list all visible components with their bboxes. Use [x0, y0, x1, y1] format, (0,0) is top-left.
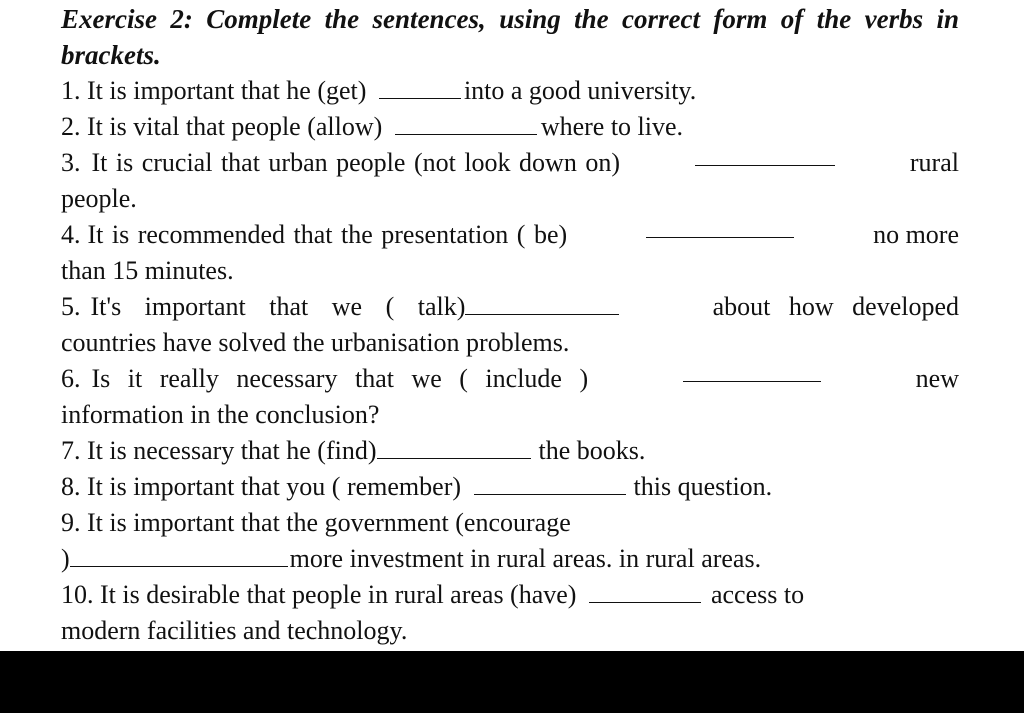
sentence-text: access to — [710, 580, 805, 609]
sentence-text: this question. — [633, 472, 773, 501]
answer-blank[interactable] — [589, 582, 701, 603]
item-number: 4. — [61, 220, 81, 249]
answer-blank[interactable] — [377, 438, 531, 459]
item-number: 5. — [61, 292, 81, 321]
item-number: 2. — [61, 112, 81, 141]
sentence-text: the books. — [538, 436, 646, 465]
sentence-text: no more — [873, 220, 959, 249]
item-number: 1. — [61, 76, 81, 105]
sentence-4 — [61, 217, 959, 253]
sentence-9 — [61, 505, 959, 541]
black-bottom-bar — [0, 651, 1024, 713]
sentence-text: It is important that he (get) — [87, 76, 367, 105]
sentence-text: rural — [909, 148, 959, 177]
answer-blank[interactable] — [646, 217, 794, 238]
sentence-text: more investment in rural areas. in rural areas. — [289, 544, 762, 573]
item-number: 6. — [61, 364, 81, 393]
answer-blank[interactable] — [395, 114, 537, 135]
sentence-text: It is necessary that he (find) — [87, 436, 377, 465]
sentence-text: than 15 minutes. — [61, 256, 234, 285]
exercise-title: Exercise 2: Complete the sentences, using the correct form of the verbs in brackets. — [61, 4, 959, 70]
sentence-text: It's important that we ( talk) — [90, 292, 466, 321]
sentence-text: It is vital that people (allow) — [87, 112, 383, 141]
answer-blank[interactable] — [683, 361, 821, 382]
answer-blank[interactable] — [379, 78, 461, 99]
sentence-text: It is important that the government (encourage — [87, 508, 571, 537]
sentence-text: Is it really necessary that we ( include ) — [91, 364, 589, 393]
sentence-1 — [61, 73, 959, 109]
sentence-5 — [61, 289, 959, 325]
answer-blank[interactable] — [695, 145, 835, 166]
sentence-text: It is crucial that urban people (not look down on) — [91, 148, 620, 177]
sentence-text: countries have solved the urbanisation problems. — [61, 328, 570, 357]
sentence-10-continued — [61, 613, 959, 649]
sentence-3-continued — [61, 181, 959, 217]
answer-blank[interactable] — [70, 546, 288, 567]
item-number: 3. — [61, 148, 81, 177]
sentence-9-continued — [61, 541, 959, 577]
item-number: 8. — [61, 472, 81, 501]
answer-blank[interactable] — [474, 474, 626, 495]
sentence-text: It is recommended that the presentation ( be) — [87, 220, 568, 249]
sentence-text: about how developed — [712, 292, 959, 321]
item-number: 10. — [61, 580, 94, 609]
sentence-8 — [61, 469, 959, 505]
item-number: 9. — [61, 508, 81, 537]
sentence-10 — [61, 577, 959, 613]
sentence-text: where to live. — [540, 112, 684, 141]
sentence-text: information in the conclusion? — [61, 400, 380, 429]
sentence-text: It is desirable that people in rural areas (have) — [100, 580, 577, 609]
exercise-content — [61, 0, 959, 649]
sentence-text: into a good university. — [463, 76, 697, 105]
sentence-text: modern facilities and technology. — [61, 616, 408, 645]
sentence-text: It is important that you ( remember) — [87, 472, 462, 501]
answer-blank[interactable] — [465, 294, 619, 315]
sentence-3 — [61, 145, 959, 181]
sentence-text: ) — [61, 544, 70, 573]
sentence-text: people. — [61, 184, 137, 213]
item-number: 7. — [61, 436, 81, 465]
sentence-7 — [61, 433, 959, 469]
sentence-6-continued — [61, 397, 959, 433]
sentence-text: new — [915, 364, 959, 393]
sentence-6 — [61, 361, 959, 397]
sentence-4-continued — [61, 253, 959, 289]
sentence-2 — [61, 109, 959, 145]
sentence-5-continued — [61, 325, 959, 361]
